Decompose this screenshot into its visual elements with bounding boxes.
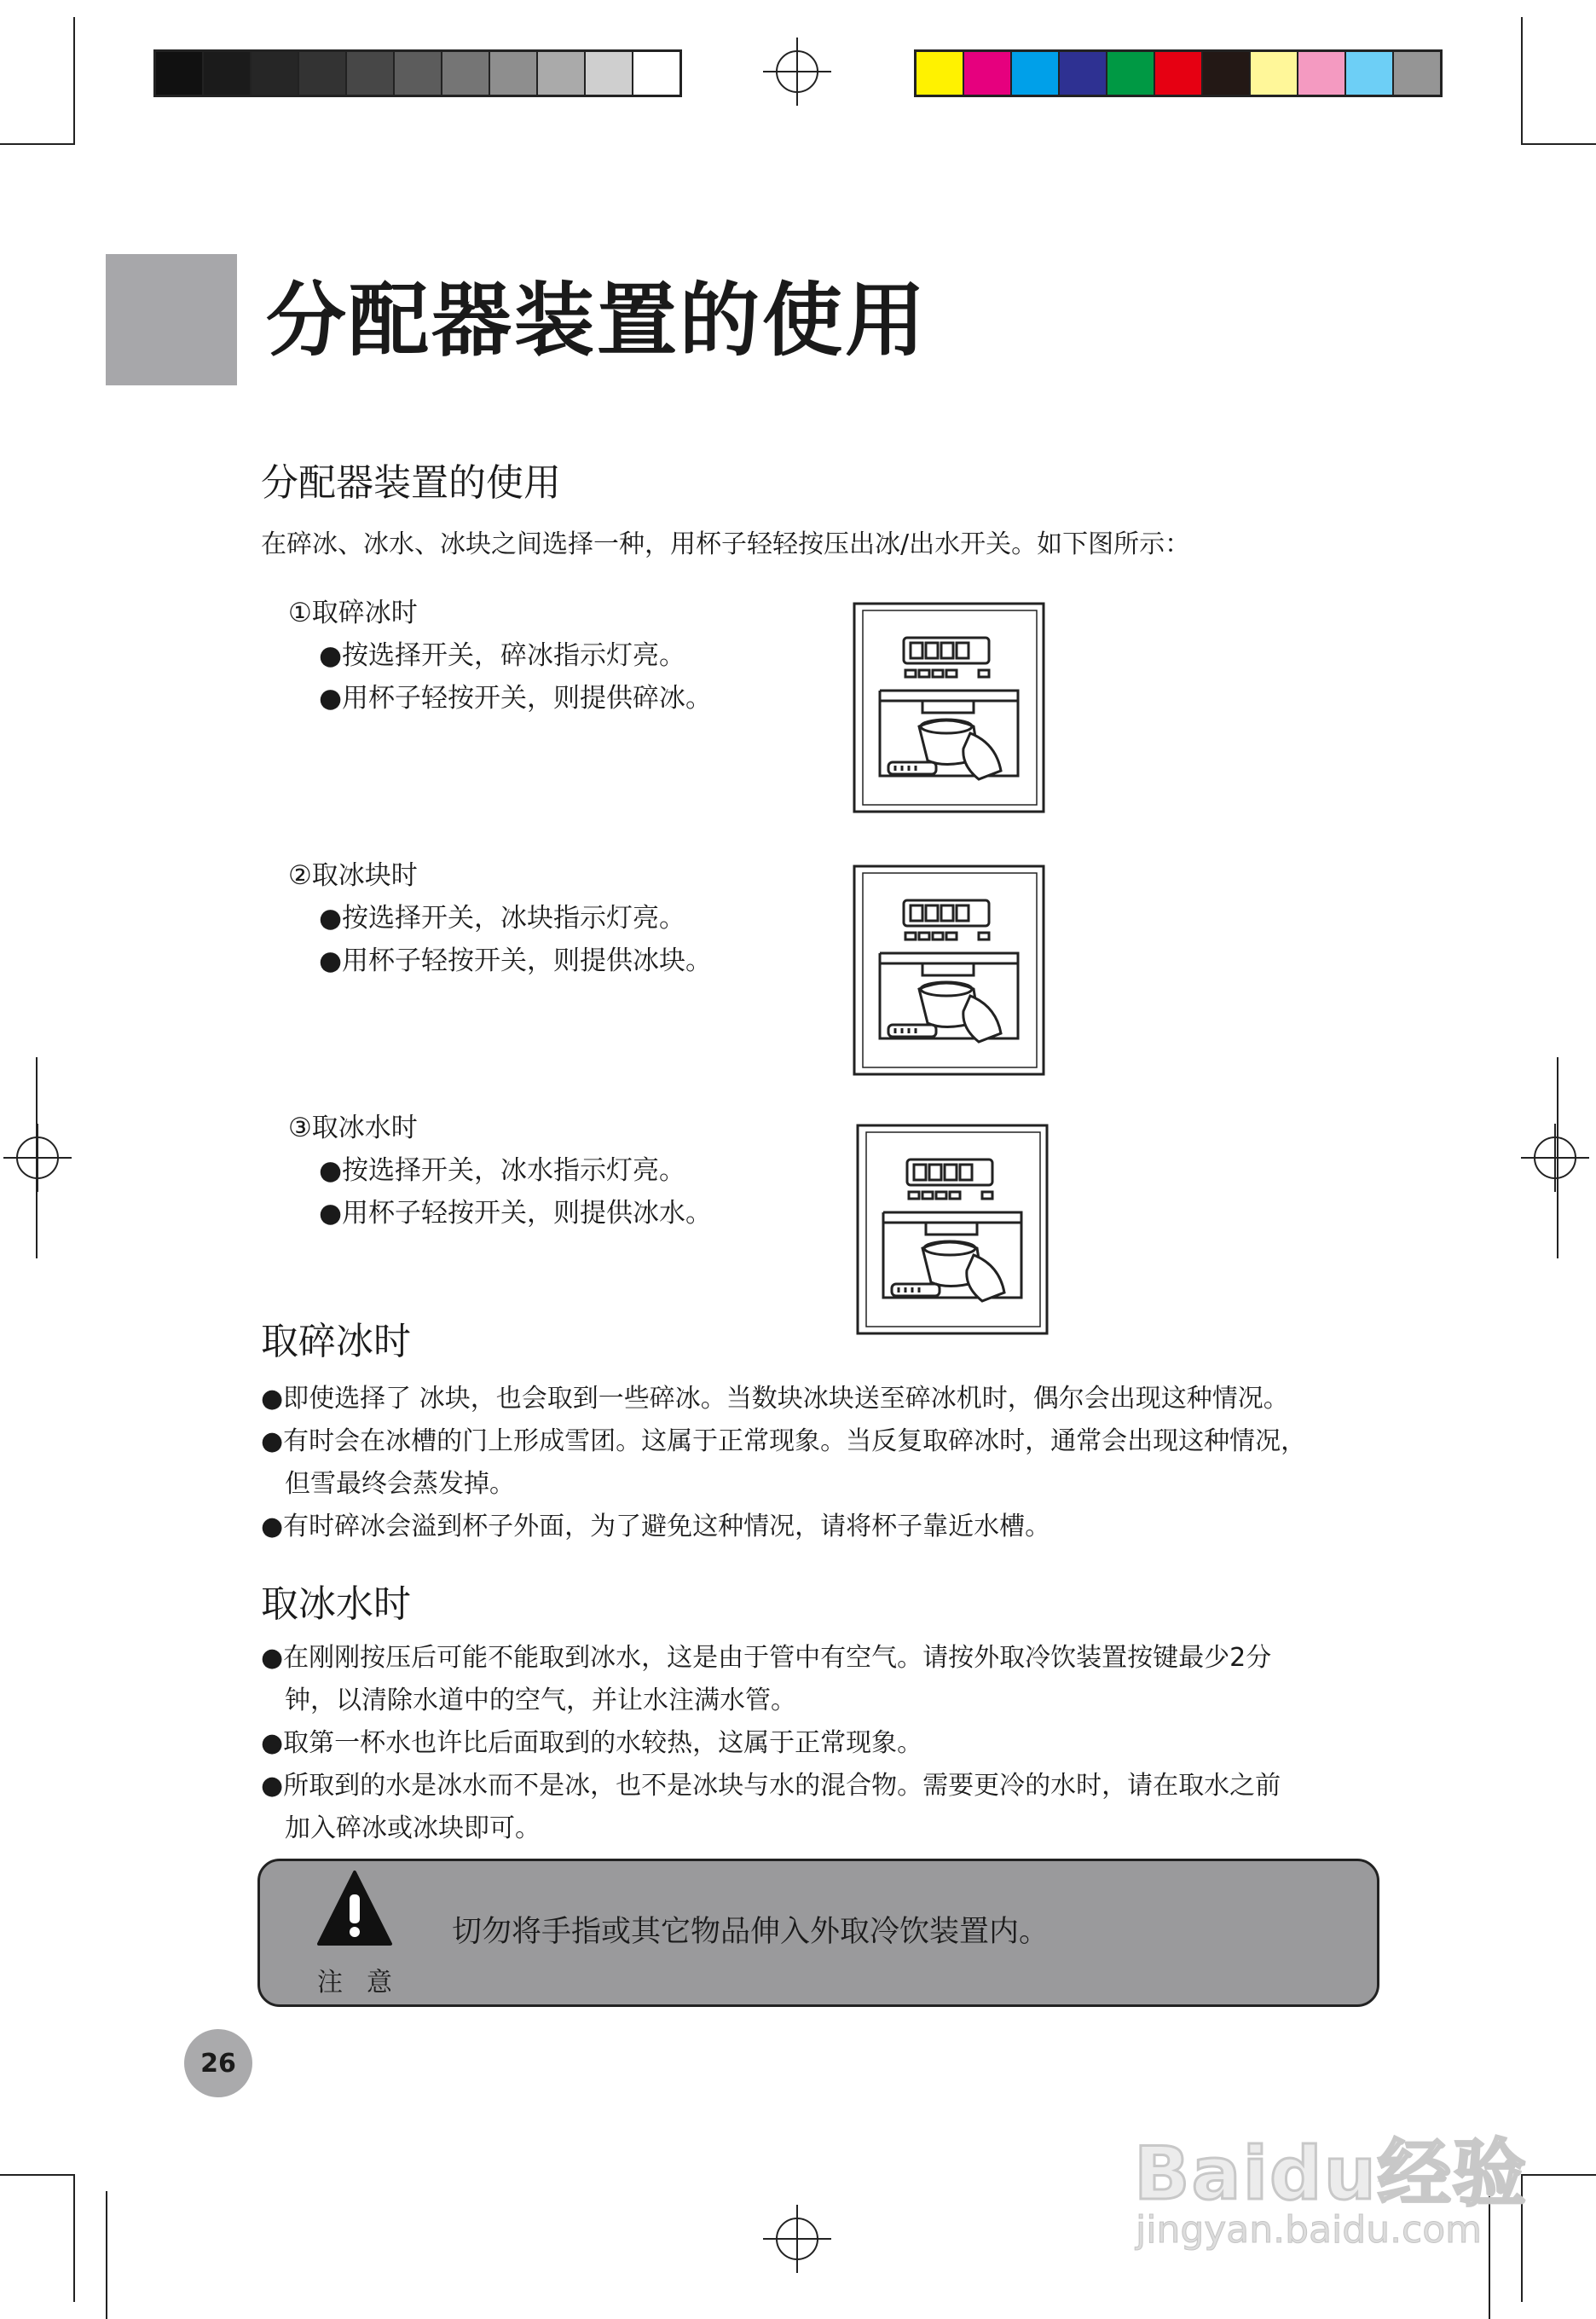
section-line: 但雪最终会蒸发掉。 [285,1469,515,1499]
color-swatch [489,52,536,95]
warning-triangle-icon [315,1869,394,1949]
item-bullet: ●用杯子轻按开关，则提供冰块。 [319,946,713,976]
color-swatch [632,52,679,95]
section-line: 钟，以清除水道中的空气，并让水注满水管。 [285,1686,796,1715]
color-swatch [536,52,584,95]
color-swatch [1297,52,1344,95]
color-swatch [1058,52,1106,95]
item-heading-crushed-ice: ①取碎冰时 [288,598,418,628]
item-heading-ice-water: ③取冰水时 [288,1113,418,1143]
grayscale-calibration-bar [153,49,682,97]
section-line: ●即使选择了 冰块，也会取到一些碎冰。当数块冰块送至碎冰机时，偶尔会出现这种情况。 [261,1384,1289,1414]
crop-mark [1521,17,1523,145]
section-line: ●所取到的水是冰水而不是冰，也不是冰块与水的混合物。需要更冷的水时，请在取水之前 [261,1771,1281,1801]
color-swatch [1010,52,1058,95]
color-swatch [250,52,298,95]
dispenser-illustration-ice-cubes [851,861,1049,1079]
registration-mark-icon [763,2205,831,2273]
color-swatch [202,52,250,95]
watermark-url: jingyan.baidu.com [1136,2208,1483,2252]
registration-mark-icon [1521,1124,1589,1192]
section-line: ●在刚刚按压后可能不能取到冰水，这是由于管中有空气。请按外取冷饮装置按键最少2分 [261,1643,1272,1673]
registration-mark-icon [3,1124,72,1192]
crop-mark [73,17,75,145]
crop-mark [1557,1057,1558,1258]
color-swatch [156,52,202,95]
caution-label: 注意 [317,1968,416,1998]
section-line: ●取第一杯水也许比后面取到的水较热，这属于正常现象。 [261,1728,923,1758]
color-swatch [1106,52,1154,95]
item-heading-ice-cubes: ②取冰块时 [288,860,418,891]
color-swatch [298,52,345,95]
item-bullet: ●按选择开关，冰块指示灯亮。 [319,903,686,934]
crop-mark [36,1057,38,1258]
color-swatch [393,52,441,95]
color-swatch [1344,52,1392,95]
color-swatch [584,52,632,95]
color-swatch [963,52,1010,95]
crop-mark [1521,2174,1596,2176]
section-line: ●有时碎冰会溢到杯子外面，为了避免这种情况，请将杯子靠近水槽。 [261,1512,1051,1541]
color-swatch [441,52,489,95]
section-line: 加入碎冰或冰块即可。 [285,1813,541,1843]
page-number: 26 [184,2029,252,2097]
dispenser-illustration-ice-water [854,1120,1052,1339]
color-swatch [917,52,963,95]
section-heading-crushed-ice: 取碎冰时 [261,1320,411,1363]
color-swatch [1249,52,1297,95]
item-bullet: ●用杯子轻按开关，则提供碎冰。 [319,683,713,714]
watermark-brand: Baidu经验 [1134,2131,1528,2217]
color-swatch [1154,52,1201,95]
color-swatch [1392,52,1440,95]
color-swatch [345,52,393,95]
crop-mark [73,2174,75,2302]
section-heading-ice-water: 取冰水时 [261,1582,411,1626]
color-swatch [1201,52,1249,95]
color-calibration-bar [914,49,1443,97]
item-bullet: ●按选择开关，碎冰指示灯亮。 [319,640,686,671]
item-bullet: ●用杯子轻按开关，则提供冰水。 [319,1198,713,1229]
section-heading: 分配器装置的使用 [261,461,561,505]
crop-mark [0,143,75,145]
dispenser-illustration-crushed-ice [851,599,1049,817]
title-block-marker [106,254,237,385]
crop-mark [106,2191,107,2319]
crop-mark [1521,143,1596,145]
section-intro: 在碎冰、冰水、冰块之间选择一种，用杯子轻轻按压出冰/出水开关。如下图所示： [261,529,1191,559]
crop-mark [0,2174,75,2176]
registration-mark-icon [763,38,831,106]
caution-text: 切勿将手指或其它物品伸入外取冷饮装置内。 [452,1915,1050,1949]
page-title: 分配器装置的使用 [266,275,928,367]
section-line: ●有时会在冰槽的门上形成雪团。这属于正常现象。当反复取碎冰时，通常会出现这种情况， [261,1426,1307,1456]
item-bullet: ●按选择开关，冰水指示灯亮。 [319,1155,686,1186]
